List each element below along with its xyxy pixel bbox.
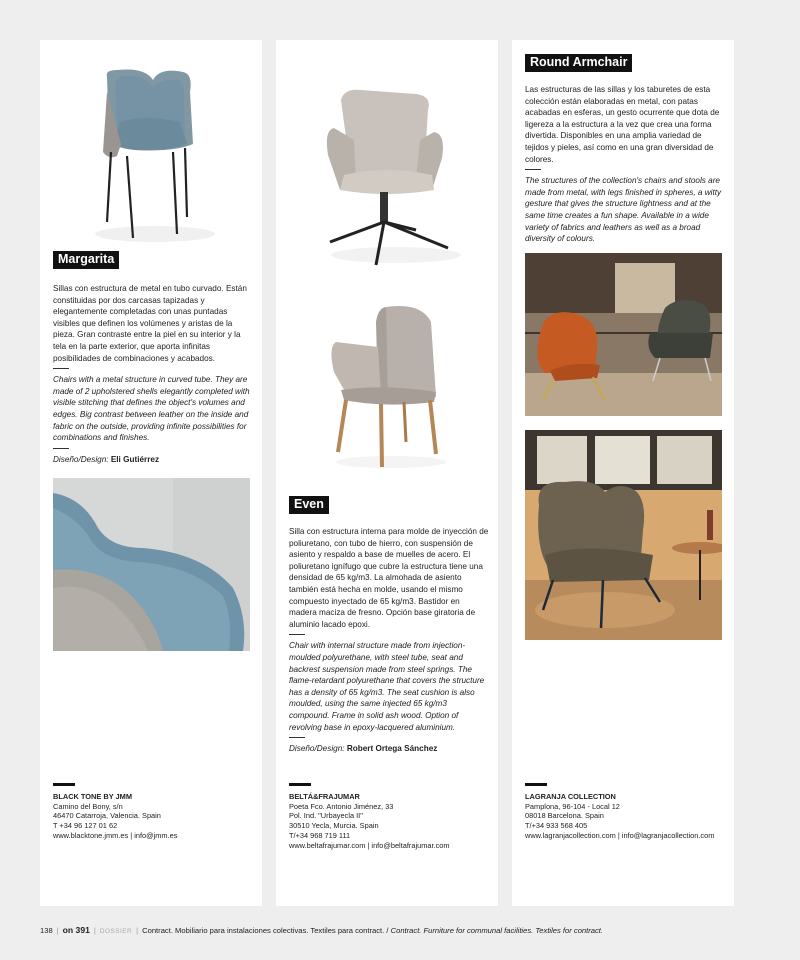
address-line: Poeta Fco. Antonio Jiménez, 33 — [289, 801, 394, 811]
company-name: BLACK TONE BY JMM — [53, 792, 132, 801]
phone-line: T/+34 933 568 405 — [525, 821, 588, 831]
divider — [53, 448, 69, 449]
even-swivel-chair-photo — [316, 80, 466, 270]
designer-credit — [53, 454, 253, 465]
design-label: Diseño/Design: — [289, 744, 345, 754]
margarita-detail-photo — [53, 478, 250, 651]
description-en: The structures of the collection's chairs and stools are made from metal, with legs finished in spheres, a witty gesture that gives the structure lightness and at the same time creates a fun shape. Available in a wide variety of fabrics and leathers as well as a broad diversity of colours. — [525, 176, 722, 244]
product-title: Round Armchair — [525, 54, 632, 72]
address-line: Pamplona, 96-104 - Local 12 — [525, 801, 620, 811]
address-line: Camino del Bony, s/n — [53, 801, 123, 811]
footer-text-es: Contract. Mobiliario para instalaciones colectivas. Textiles para contract. / — [142, 926, 389, 935]
round-armchair-room-photo — [525, 253, 722, 416]
description-en: Chair with internal structure made from injection-moulded polyurethane, with steel tube, seat and backrest suspension made from steel springs. The flame-retardant polyurethane that covers the structure has a density of 65 kg/m3. The seat cushion is also moulded, using the same injected 65 kg/m3 compound. Frame in solid ash wood. Option of revolving base in epoxy-lacquered aluminium. — [289, 641, 485, 732]
phone-line: T +34 96 127 01 62 — [53, 821, 118, 831]
description-es: Silla con estructura interna para molde de inyección de poliuretano, con tubo de hierro, con suspensión de asiento y respaldo a base de muelles de acero. El poliuretano ignífugo que cubre la estructura tiene una densidad de 65 kg/m3. La almohada de asiento también está hecha en molde, usando el mismo compuesto inyectado de 65 kg/m3. Bastidor en madera maciza de fresno. Opción base giratoria de aluminio lacado epoxi. — [289, 527, 489, 629]
address-line: 30510 Yecla, Murcia. Spain — [289, 821, 379, 831]
footer-text-en: Contract. Furniture for communal facilities. Textiles for contract. — [390, 926, 604, 935]
web-email-line[interactable]: www.lagranjacollection.com | info@lagranjacollection.com — [525, 830, 715, 840]
description-es: Sillas con estructura de metal en tubo curvado. Están constituidas por dos carcasas tapizadas y elegantemente completadas con unas puntadas visibles que definen los volúmenes y aristas de la pieza. Gran contraste entre la piel en su interior y la tela en la parte exterior, que aporta infinitas posibilidades de combinaciones y acabados. — [53, 284, 247, 363]
web-email-line[interactable]: www.blacktone.jmm.es | info@jmm.es — [53, 830, 178, 840]
manufacturer-contact — [53, 783, 258, 841]
web-email-line[interactable]: www.beltafrajumar.com | info@beltafrajumar.com — [289, 840, 450, 850]
manufacturer-contact — [289, 783, 494, 850]
contact-bar — [525, 783, 547, 786]
contact-bar — [289, 783, 311, 786]
article-column-round-armchair — [512, 40, 734, 906]
page-footer: 138 | on 391 | DOSSIER | Contract. Mobiliario para instalaciones colectivas. Textiles para contract. / Contract. Furniture for communal facilities. Textiles for contract. — [40, 925, 604, 935]
company-name: BELTÁ&FRAJUMAR — [289, 792, 360, 801]
magazine-issue: on 391 — [62, 925, 90, 935]
description-es: Las estructuras de las sillas y los taburetes de esta colección están elaboradas en metal, con patas acabadas en esferas, un gesto ocurrente que dota de ligereza a la estructura a la vez que crea una forma divertida. Disponibles en una amplia variedad de tejidos y pieles, así como en una gran diversidad de colores. — [525, 85, 720, 164]
divider — [289, 634, 305, 635]
address-line: 08018 Barcelona. Spain — [525, 811, 604, 821]
description-en: Chairs with a metal structure in curved tube. They are made of 2 upholstered shells elegantly completed with visible stitching that defines the object's volumes and edges. Big contrast between leather on the inside and fabric on the outside, providing infinite possibilities for combinations and finishes. — [53, 375, 250, 443]
designer-credit — [289, 743, 489, 754]
even-wood-chair-photo — [326, 302, 456, 472]
company-name: LAGRANJA COLLECTION — [525, 792, 616, 801]
section-name: DOSSIER — [99, 928, 133, 935]
design-label: Diseño/Design: — [53, 454, 109, 464]
address-line: 46470 Catarroja, Valencia. Spain — [53, 811, 161, 821]
address-line: Pol. Ind. "Urbayecla II" — [289, 811, 363, 821]
divider — [525, 169, 541, 170]
product-title: Even — [289, 496, 329, 514]
designer-name: Robert Ortega Sánchez — [346, 744, 438, 754]
manufacturer-contact — [525, 783, 730, 841]
article-column-margarita — [40, 40, 262, 906]
round-armchair-interior-photo — [525, 430, 722, 640]
designer-name: Eli Gutiérrez — [110, 454, 160, 464]
page-number: 138 — [40, 926, 53, 935]
divider — [53, 368, 69, 369]
margarita-chair-photo — [65, 52, 245, 252]
product-title: Margarita — [53, 251, 119, 269]
contact-bar — [53, 783, 75, 786]
phone-line: T/+34 968 719 111 — [289, 830, 351, 840]
divider — [289, 737, 305, 738]
article-column-even — [276, 40, 498, 906]
